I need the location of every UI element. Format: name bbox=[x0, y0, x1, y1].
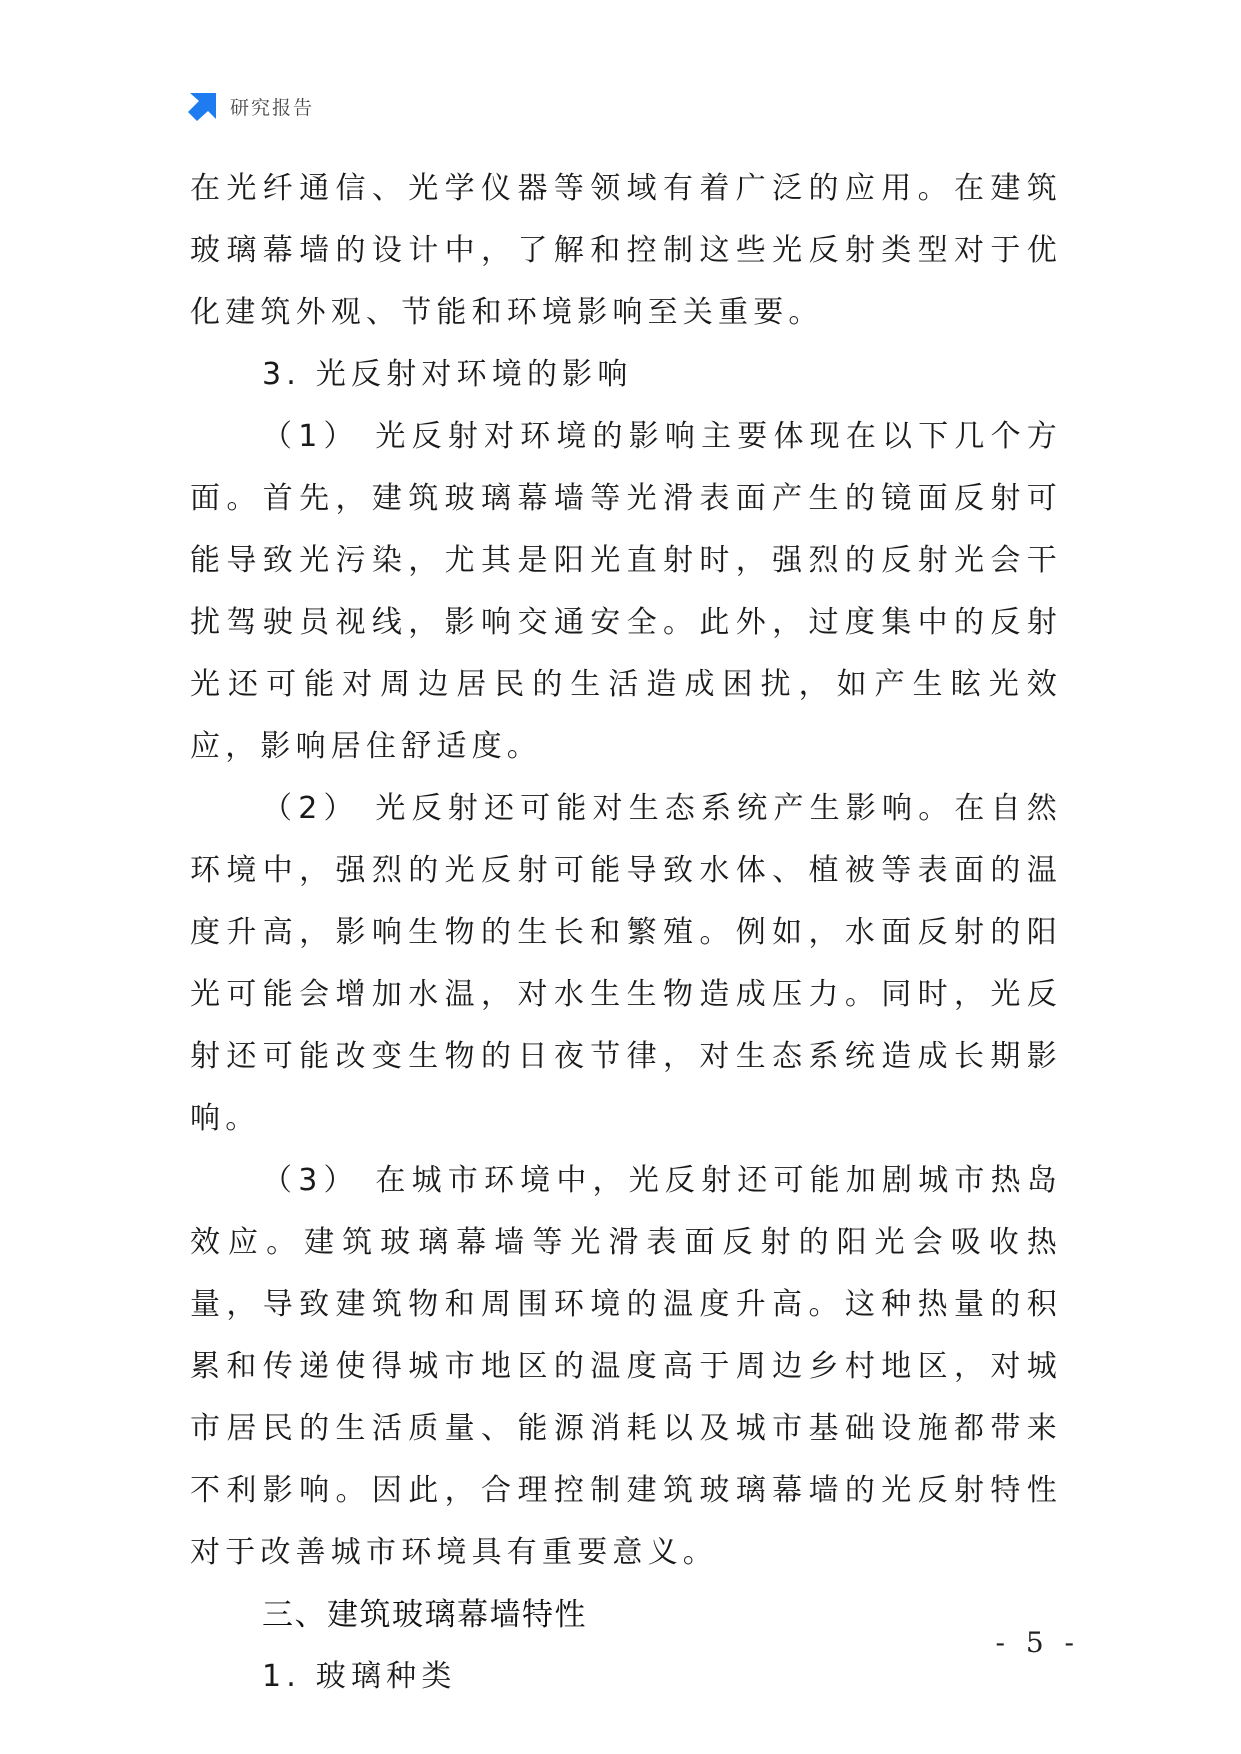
paragraph-2: （2） 光反射还可能对生态系统产生影响。在自然环境中，强烈的光反射可能导致水体、植被等表面的温度升高，影响生物的生长和繁殖。例如，水面反射的阳光可能会增加水温，对水生生物造成压力。同时，光反射还可能改变生物的日夜节律，对生态系统造成长期影响。 bbox=[190, 791, 1062, 1136]
paragraph-1: （1） 光反射对环境的影响主要体现在以下几个方面。首先，建筑玻璃幕墙等光滑表面产生的镜面反射可能导致光污染，尤其是阳光直射时，强烈的反射光会干扰驾驶员视线，影响交通安全。此外，过度集中的反射光还可能对周边居民的生活造成困扰，如产生眩光效应，影响居住舒适度。 bbox=[190, 419, 1062, 764]
header-title: 研究报告 bbox=[230, 96, 315, 119]
chapter-heading: 三、建筑玻璃幕墙特性 bbox=[262, 1597, 587, 1633]
subsection-1-heading: 1. 玻璃种类 bbox=[262, 1659, 457, 1694]
paragraph-3: （3） 在城市环境中，光反射还可能加剧城市热岛效应。建筑玻璃幕墙等光滑表面反射的阳光会吸收热量，导致建筑物和周围环境的温度升高。这种热量的积累和传递使得城市地区的温度高于周边乡村地区，对城市居民的生活质量、能源消耗以及城市基础设施都带来不利影响。因此，合理控制建筑玻璃幕墙的光反射特性对于改善城市环境具有重要意义。 bbox=[190, 1163, 1062, 1570]
continuation-paragraph: 在光纤通信、光学仪器等领域有着广泛的应用。在建筑玻璃幕墙的设计中，了解和控制这些光反射类型对于优化建筑外观、节能和环境影响至关重要。 bbox=[190, 171, 1062, 330]
document-body bbox=[190, 158, 1062, 1708]
section-3-heading: 3. 光反射对环境的影响 bbox=[262, 357, 633, 392]
arrow-up-right-icon bbox=[188, 91, 218, 121]
report-header bbox=[188, 88, 314, 124]
page-number: - 5 - bbox=[995, 1626, 1080, 1659]
